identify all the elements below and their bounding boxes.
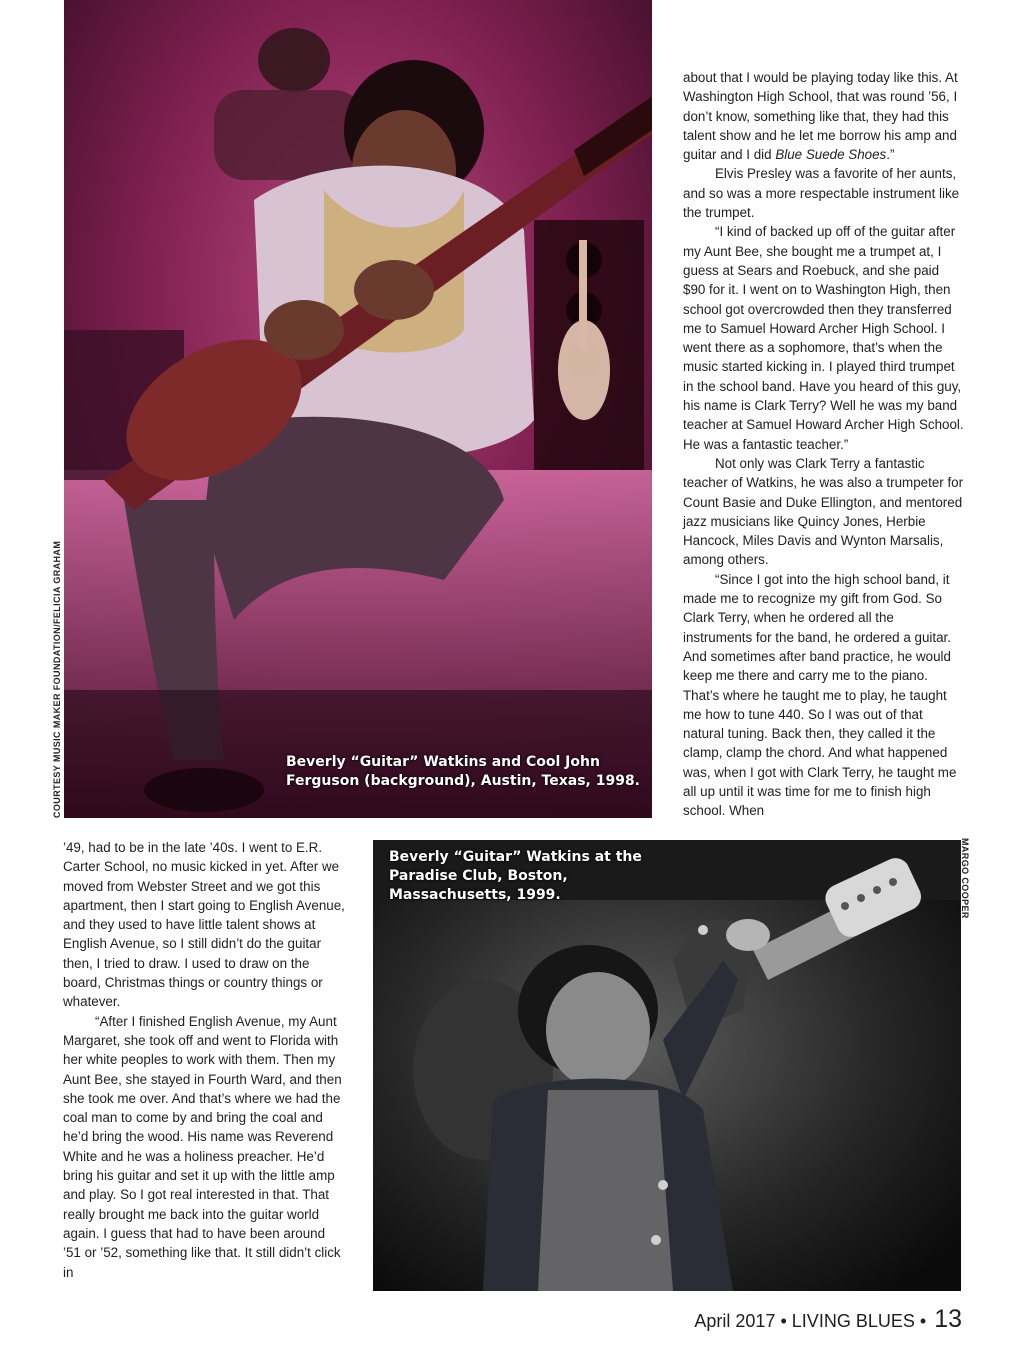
text-column-left bbox=[63, 838, 345, 1282]
text-column-right bbox=[683, 68, 965, 821]
issue-date: April 2017 bbox=[694, 1311, 776, 1331]
photo-stage-performance bbox=[64, 0, 652, 818]
paragraph: ’49, had to be in the late ’40s. I went to E.R. Carter School, no music kicked in yet. After we moved from Webster Street and we got this apartment, then I start going to English Avenue, and they used to have little talent shows at English Avenue, so I still didn’t do the guitar then, I tried to draw. I used to draw on the board, Christmas things or country things or whatever. bbox=[63, 840, 345, 1010]
magazine-name: LIVING BLUES bbox=[791, 1311, 915, 1331]
paragraph: “After I finished English Avenue, my Aunt Margaret, she took off and went to Florida with her white peoples to work with them. Then my Aunt Bee, she stayed in Fourth Ward, and then she took me over. And that’s where we had the coal man to come by and bring the coal and he’d bring the wood. His name was Reverend White and he was a holiness preacher. He’d bring his guitar and set it up with the little amp and play. So I got real interested in that. That really brought me back into the guitar world again. I guess that had to have been around ’51 or ’52, something like that. It still didn’t click in bbox=[63, 1013, 342, 1280]
photo-caption-top: Beverly “Guitar” Watkins and Cool John Ferguson (background), Austin, Texas, 1998. bbox=[286, 754, 640, 789]
club-photo-illustration bbox=[373, 840, 961, 1291]
paragraph: Not only was Clark Terry a fantastic teacher of Watkins, he was also a trumpeter for Count Basie and Duke Ellington, and mentored jazz musicians like Quincy Jones, Herbie Hancock, Miles Davis and Wynton Marsalis, among others. bbox=[683, 455, 964, 568]
photo-credit-bottom: MARGO COOPER bbox=[960, 838, 970, 919]
footer-separator: • bbox=[919, 1311, 927, 1331]
page-footer bbox=[694, 1305, 962, 1334]
photo-credit-top: COURTESY MUSIC MAKER FOUNDATION/FELICIA GRAHAM bbox=[52, 540, 62, 818]
paragraph: about that I would be playing today like this. At Washington High School, that was round ’56, I don’t know, something like that, they had this talent show and he let me borrow his amp and guitar and I did Blue Suede Shoes.” bbox=[683, 70, 958, 163]
footer-separator: • bbox=[780, 1311, 787, 1331]
paragraph: “Since I got into the high school band, it made me to recognize my gift from God. So Clark Terry, when he ordered all the instruments for the band, he ordered a guitar. And sometimes after band practice, he would keep me there and carry me to the piano. That’s where he taught me to play, he taught me how to tune 440. So I was out of that natural tuning. Back then, they called it the clamp, clamp the chord. And what happened was, when I got with Clark Terry, he taught me all up until it was time for me to finish high school. When bbox=[683, 571, 957, 819]
photo-caption-bottom: Beverly “Guitar” Watkins at the Paradise Club, Boston, Massachusetts, 1999. bbox=[389, 849, 642, 903]
paragraph: “I kind of backed up off of the guitar after my Aunt Bee, she bought me a trumpet at, I guess at Sears and Roebuck, and she paid $90 for it. I went on to Washington High, then school got overcrowded then they transferred me to Samuel Howard Archer High School. I went there as a sophomore, that’s when the music started kicking in. I played third trumpet in the school band. Have you heard of this guy, his name is Clark Terry? Well he was my band teacher at Samuel Howard Archer High School. He was a fantastic teacher.” bbox=[683, 224, 964, 452]
stage-photo-illustration bbox=[64, 0, 652, 818]
page-number: 13 bbox=[934, 1305, 962, 1333]
photo-paradise-club bbox=[373, 840, 961, 1291]
paragraph: Elvis Presley was a favorite of her aunts, and so was a more respectable instrument like the trumpet. bbox=[683, 166, 960, 221]
song-title: Blue Suede Shoes bbox=[775, 147, 887, 163]
